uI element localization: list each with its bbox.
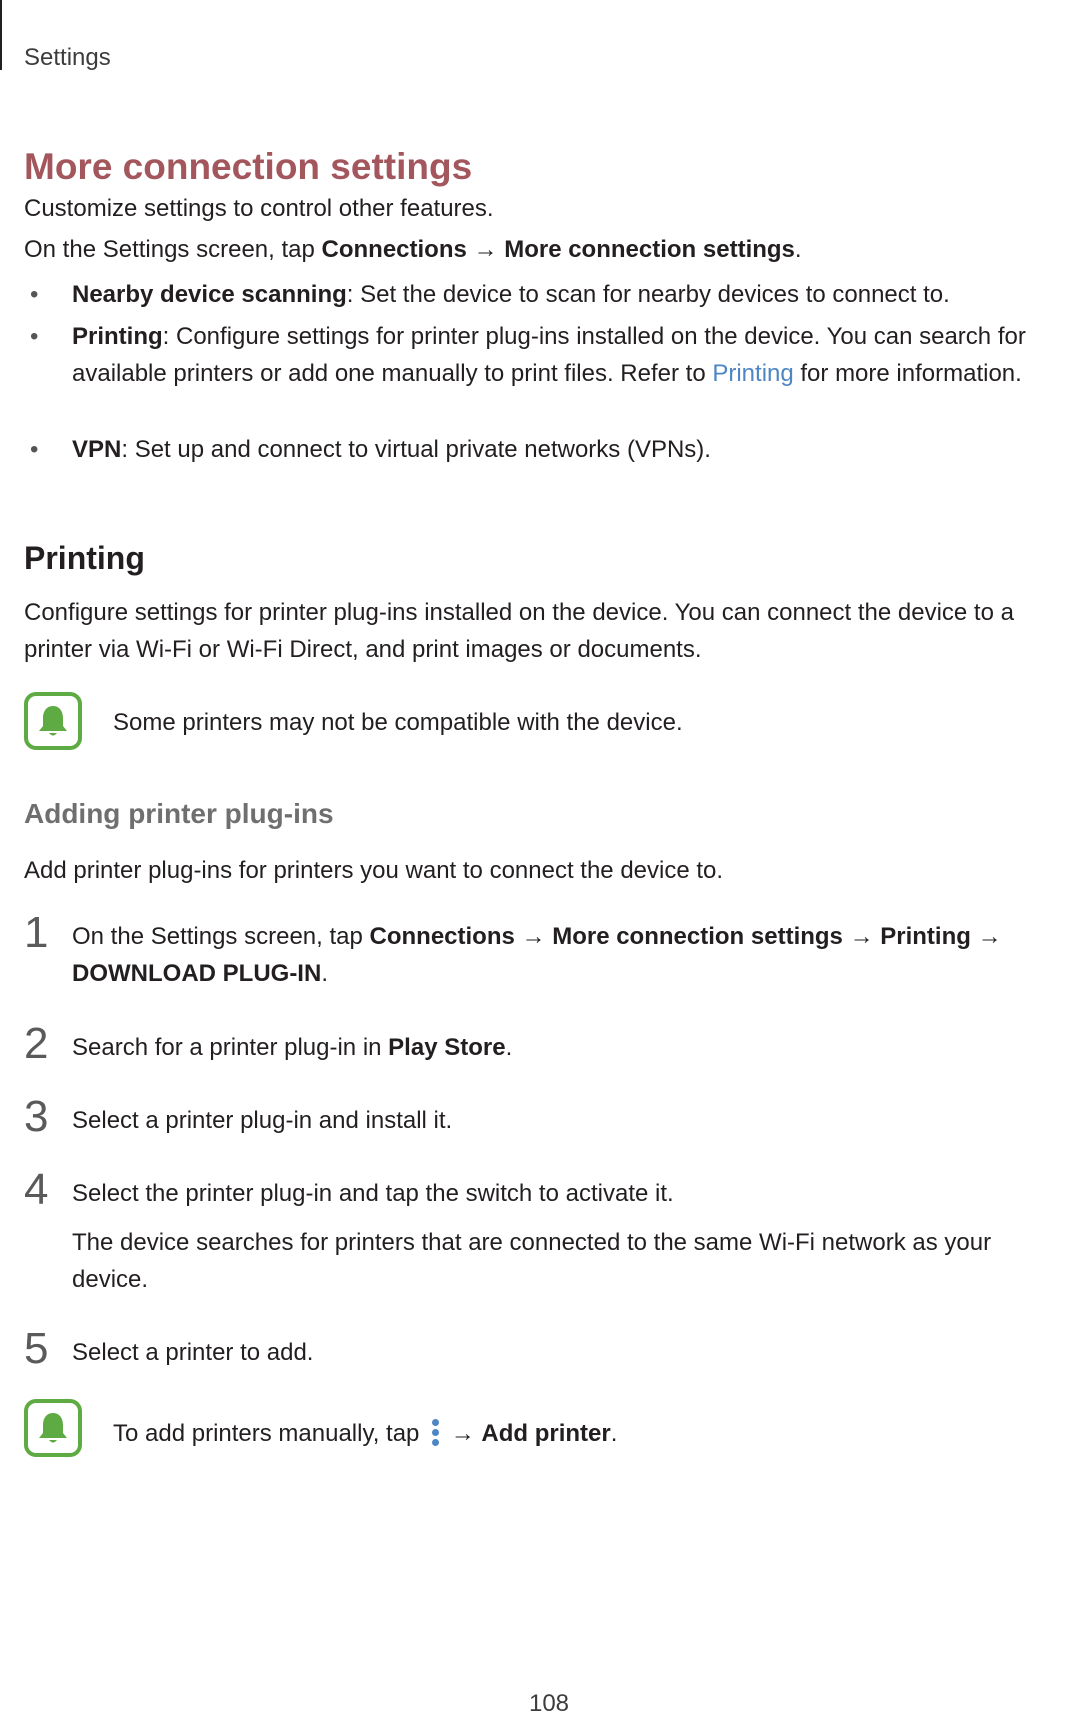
step-number: 4 xyxy=(24,1165,49,1214)
bullet-marker: • xyxy=(30,323,39,350)
compatibility-note: Some printers may not be compatible with the device. xyxy=(113,709,683,736)
step-4-detail: The device searches for printers that are connected to the same Wi-Fi network as your device. xyxy=(72,1229,992,1293)
intro-text: Customize settings to control other features. xyxy=(24,195,494,222)
add-printer-note: To add printers manually, tap → Add printer. xyxy=(113,1420,618,1447)
printing-heading: Printing xyxy=(24,540,145,576)
notification-bell-icon xyxy=(24,1399,82,1457)
step-number: 3 xyxy=(24,1092,49,1141)
printing-link[interactable]: Printing xyxy=(712,360,794,387)
section-title: More connection settings xyxy=(24,146,473,187)
bullet-marker: • xyxy=(30,281,39,308)
printing-description: Configure settings for printer plug-ins installed on the device. You can connect the device to a printer via Wi-Fi or Wi-Fi Direct, and print images or documents. xyxy=(24,599,1014,663)
adding-intro: Add printer plug-ins for printers you want to connect the device to. xyxy=(24,857,724,884)
page-corner-mark xyxy=(0,0,2,70)
page-number: 108 xyxy=(528,1690,570,1717)
navigation-path: On the Settings screen, tap Connections → More connection settings. xyxy=(24,236,802,263)
more-options-icon[interactable] xyxy=(430,1419,440,1447)
page-header: Settings xyxy=(24,44,111,71)
step-number: 1 xyxy=(24,908,49,957)
notification-bell-icon xyxy=(24,692,82,750)
step-number: 2 xyxy=(24,1019,49,1068)
bullet-marker: • xyxy=(30,436,39,463)
step-number: 5 xyxy=(24,1324,49,1373)
adding-plugins-heading: Adding printer plug-ins xyxy=(24,798,334,829)
